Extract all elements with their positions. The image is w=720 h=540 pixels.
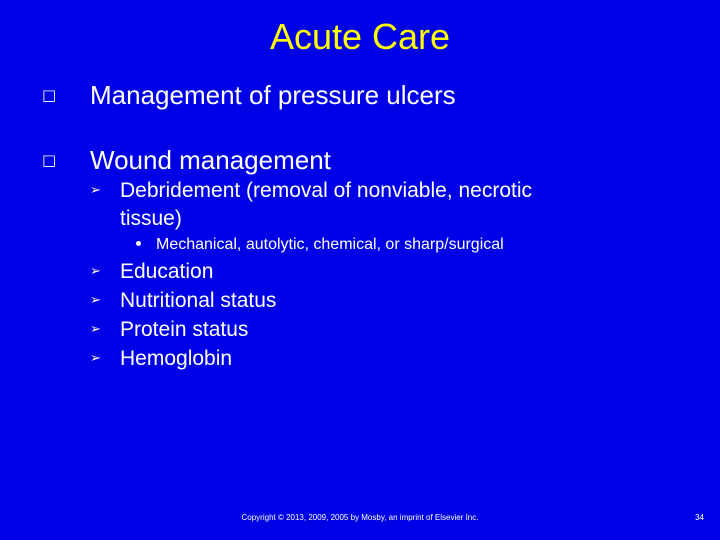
copyright-footer: Copyright © 2013, 2009, 2005 by Mosby, an imprint of Elsevier Inc. [241,513,479,522]
dot-bullet-icon [136,241,141,246]
sub-bullet-nutritional-status: Nutritional status [120,289,277,312]
sub-bullet-debridement-line1: Debridement (removal of nonviable, necrotic [120,179,533,202]
sub-bullet-education: Education [120,260,214,283]
arrowhead-bullet-icon: ➢ [90,322,101,337]
arrowhead-bullet-icon: ➢ [90,264,101,279]
slide-title: Acute Care [269,16,451,57]
hollow-bullet-icon: □ [42,151,57,169]
bullet-text-pressure-ulcers: Management of pressure ulcers [90,80,456,110]
arrowhead-bullet-icon: ➢ [90,183,101,198]
sub-bullet-hemoglobin: Hemoglobin [120,347,233,370]
sub-bullet-debridement-line2: tissue) [120,207,182,230]
hollow-bullet-icon: □ [42,86,57,104]
page-number: 34 [695,513,704,522]
arrowhead-bullet-icon: ➢ [90,293,101,308]
sub-bullet-protein-status: Protein status [120,318,249,341]
bullet-text-wound-management: Wound management [90,145,331,175]
sub-sub-bullet-methods: Mechanical, autolytic, chemical, or sharp/surgical [156,236,504,253]
arrowhead-bullet-icon: ➢ [90,351,101,366]
